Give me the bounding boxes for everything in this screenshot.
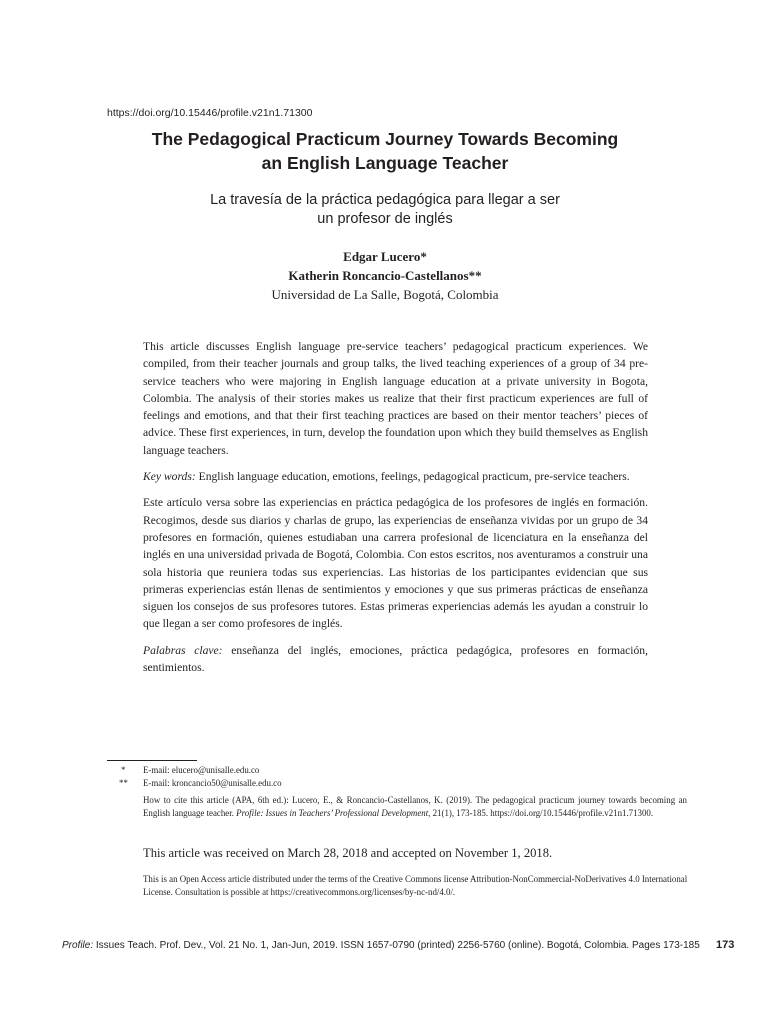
cite-journal: Profile: Issues in Teachers’ Professional Development [236, 808, 429, 818]
footer-text: Issues Teach. Prof. Dev., Vol. 21 No. 1, Jan-Jun, 2019. ISSN 1657-0790 (printed) 2256-5760 (online). Bogotá, Colombia. Pages 173-185 [93, 940, 700, 951]
palabras-clave-line [143, 642, 648, 677]
title-line-1: The Pedagogical Practicum Journey Towards Becoming [151, 129, 619, 149]
cite-suffix: , 21(1), 173-185. https://doi.org/10.15446/profile.v21n1.71300. [428, 808, 654, 818]
subtitle-line-2: un profesor de inglés [317, 211, 453, 227]
cite-prefix: How to cite this article (APA, 6th ed.): Lucero, E., & Roncancio-Castellanos, K. (2019). The pedagogical practicum journey towards becoming an English language teacher. [143, 795, 687, 818]
author-block [140, 247, 630, 304]
abstract-spanish: Este artículo versa sobre las experiencias en práctica pedagógica de los profesores de inglés en formación. Recogimos, desde sus diarios y charlas de grupo, las experiencias de enseñanza vividas por un grupo de 34 profesores en formación, quienes estudiaban una carrera profesional de licenciatura en la enseñanza del inglés en una universidad privada de Bogotá, Colombia. Con estos escritos, nos aventuramos a construir una sola historia que reuniera todas sus experiencias. Las historias de los participantes evidencian que sus primeras experiencias están llenas de sentimientos y emociones y que sus primeras prácticas de enseñanza siguen los consejos de sus profesores tutores. Estas primeras experiencias además les ayudan a construir lo que llegan a ser como profesores de inglés. [143, 496, 648, 631]
footer-journal: Profile: [62, 940, 94, 951]
footnote-email-2: E-mail: kroncancio50@unisalle.edu.co [143, 778, 282, 788]
title-line-2: an English Language Teacher [261, 153, 509, 173]
footnote-2 [107, 777, 687, 790]
received-note: This article was received on March 28, 2018 and accepted on November 1, 2018. [143, 846, 553, 860]
keywords-line [143, 468, 648, 485]
keywords-label: Key words: [143, 470, 196, 484]
subtitle-line-1: La travesía de la práctica pedagógica para llegar a ser [210, 192, 560, 208]
footnote-email-1: E-mail: elucero@unisalle.edu.co [143, 765, 260, 775]
author-1: Edgar Lucero* [343, 249, 427, 264]
citation-note [107, 794, 687, 820]
footnote-1 [107, 764, 687, 777]
abstract-section [143, 338, 648, 676]
keywords-text: English language education, emotions, feelings, pedagogical practicum, pre-service teachers. [198, 470, 630, 484]
footnote-mark-1: * [121, 765, 126, 775]
article-title [120, 127, 650, 175]
abstract-english: This article discusses English language pre-service teachers’ pedagogical practicum experiences. We compiled, from their teacher journals and group talks, the lived teaching experiences of a group of 34 pre-service teachers who were majoring in English language education at a private university in Bogota, Colombia. The analysis of their stories makes us realize that their first practicum experiences are full of feelings and emotions, and that their first teaching practices are based on their mentor teachers’ pieces of advice. These first experiences, in turn, develop the foundation upon which they build themselves as English language teachers. [143, 340, 648, 457]
doi-link[interactable]: https://doi.org/10.15446/profile.v21n1.71300 [107, 107, 313, 119]
author-2: Katherin Roncancio-Castellanos** [288, 268, 482, 283]
palabras-clave-label: Palabras clave: [143, 643, 223, 657]
footnotes [107, 764, 687, 820]
page-footer [62, 940, 700, 951]
article-subtitle [140, 191, 630, 229]
page-number: 173 [716, 939, 735, 951]
footnote-mark-2: ** [119, 778, 128, 788]
footnote-divider [107, 760, 197, 761]
palabras-clave-text: enseñanza del inglés, emociones, práctica pedagógica, profesores en formación, sentimientos. [143, 643, 648, 675]
license-note: This is an Open Access article distributed under the terms of the Creative Commons license Attribution-NonCommercial-NoDerivatives 4.0 International License. Consultation is possible at https://creativecommons.org/licenses/by-nc-nd/4.0/. [143, 874, 688, 897]
affiliation: Universidad de La Salle, Bogotá, Colombia [271, 287, 499, 302]
